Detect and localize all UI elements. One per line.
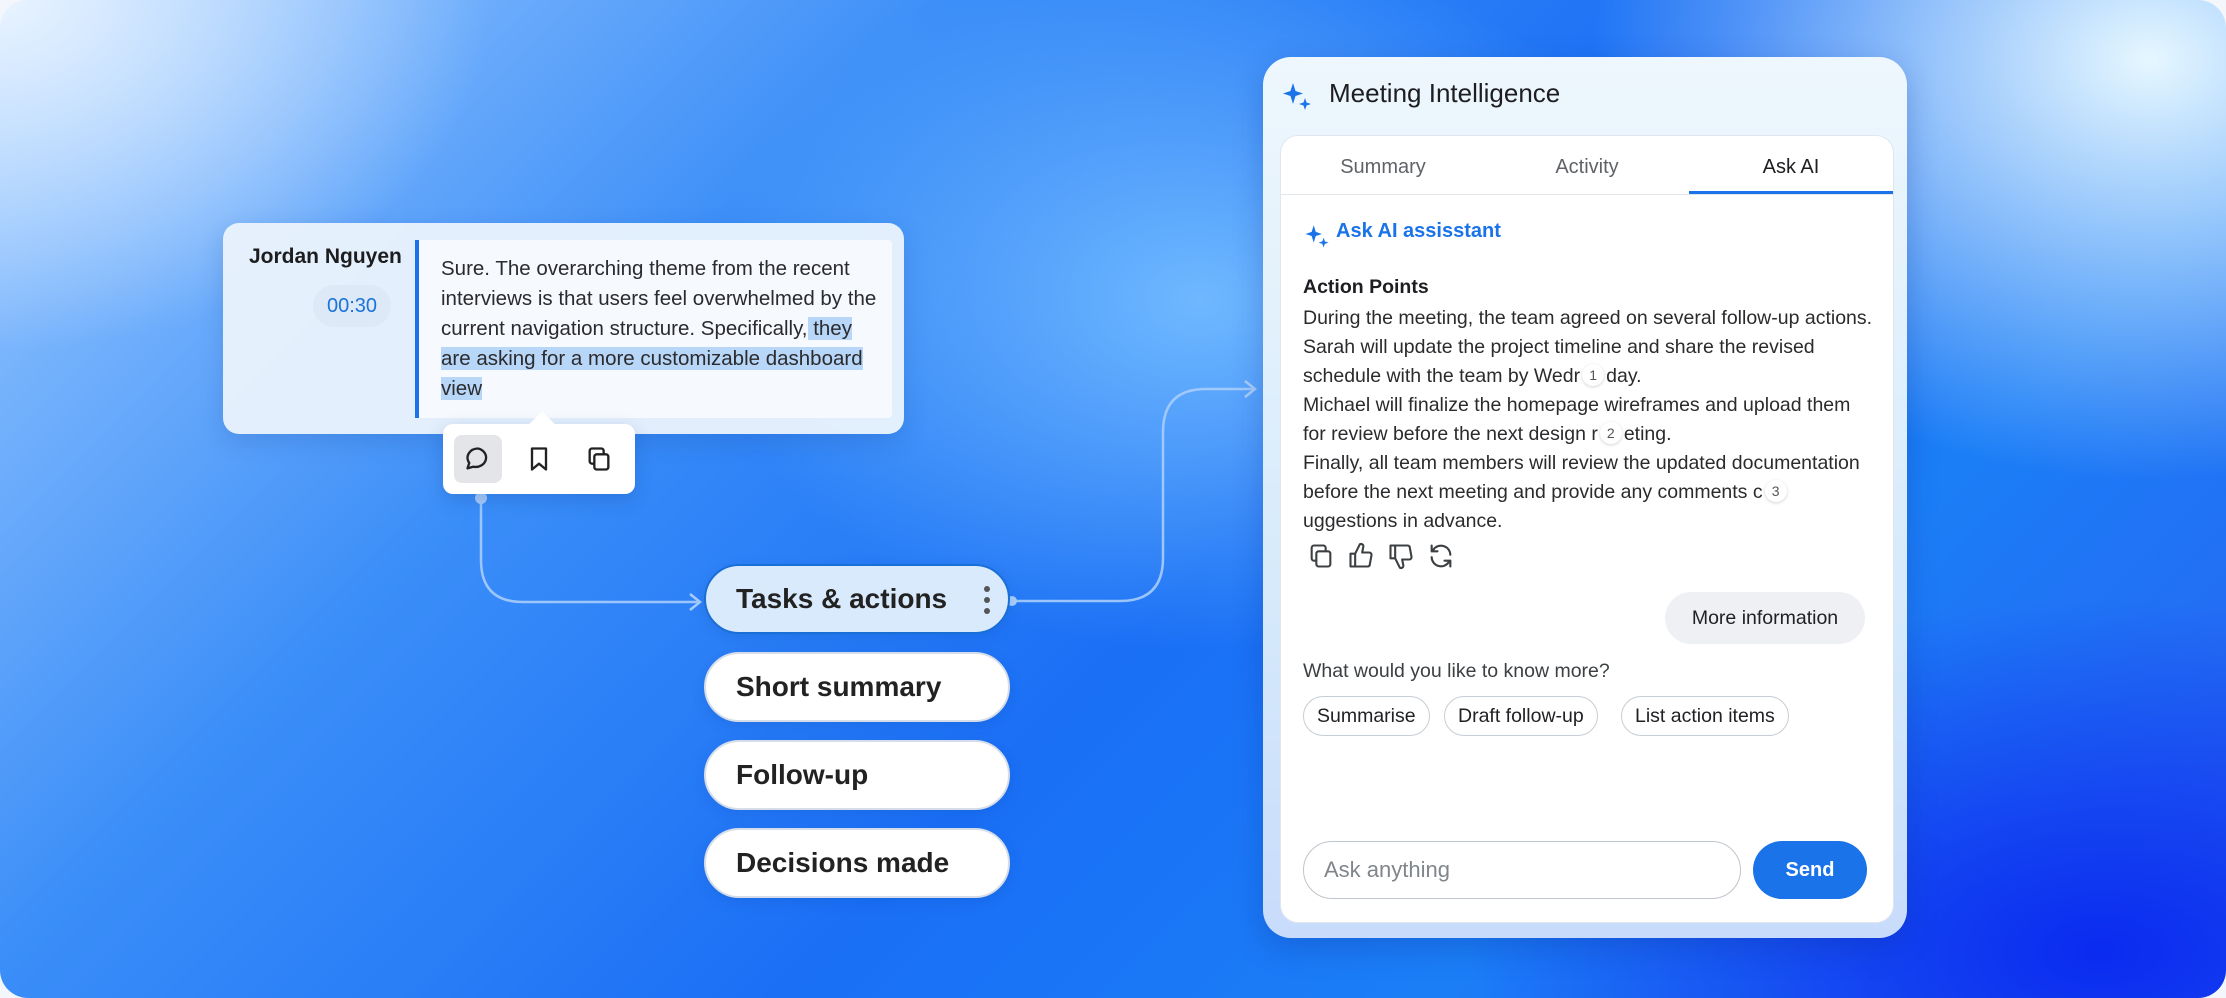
transcript-quote [415,240,892,418]
answer-body [1303,304,1873,536]
selection-toolbar [443,424,635,494]
copy-icon[interactable] [1307,542,1335,570]
sparkle-icon [1280,79,1314,113]
citation-badge[interactable]: 2 [1600,422,1622,444]
tab-bar [1281,136,1893,195]
transcript-text-plain: Sure. The overarching theme from the recent interviews is that users feel overwhelmed by the current navigation structure. Specifically, [441,257,877,340]
thumbs-up-icon[interactable] [1347,542,1375,570]
followup-question: What would you like to know more? [1303,660,1610,682]
speaker-name: Jordan Nguyen [249,245,402,268]
bookmark-button[interactable] [515,435,563,483]
more-options-icon[interactable] [984,586,990,614]
timestamp-badge[interactable]: 00:30 [313,285,391,327]
tab-activity[interactable]: Activity [1555,156,1619,178]
panel-title: Meeting Intelligence [1329,78,1561,108]
meeting-intelligence-panel [1263,57,1907,938]
comment-icon [464,445,492,473]
answer-text: Finally, all team members will review the updated documentation before the next meeting and provide any comments c [1303,452,1860,503]
prompt-pill-label: Decisions made [736,847,950,878]
transcript-text-highlight[interactable]: they are asking for a more customizable dashboard view [441,317,863,400]
chip-summarise[interactable]: Summarise [1303,696,1430,736]
chip-draft-follow-up[interactable]: Draft follow-up [1444,696,1598,736]
prompt-pill-short-summary[interactable] [704,652,1010,722]
answer-text: uggestions in advance. [1303,510,1503,532]
thumbs-down-icon[interactable] [1387,542,1415,570]
tab-summary[interactable]: Summary [1340,156,1426,178]
assistant-label: Ask AI assisstant [1336,220,1501,242]
answer-text: eting. [1623,423,1672,445]
tab-ask-ai[interactable]: Ask AI [1689,136,1893,194]
send-button[interactable]: Send [1753,841,1867,899]
answer-paragraph [1303,391,1873,449]
chip-list-action-items[interactable]: List action items [1621,696,1789,736]
answer-title: Action Points [1303,276,1429,298]
prompt-pill-label: Short summary [736,671,942,702]
answer-text: day. [1606,365,1642,387]
copy-icon [585,445,613,473]
sparkle-icon [1303,222,1331,250]
comment-button[interactable] [454,435,502,483]
bookmark-icon [525,445,553,473]
prompt-pill-follow-up[interactable] [704,740,1010,810]
answer-text: During the meeting, the team agreed on several follow-up actions. Sarah will update the project timeline and share the revised schedule with the team by Wedr [1303,307,1873,387]
answer-paragraph [1303,449,1873,536]
panel-content [1280,135,1894,923]
citation-badge[interactable]: 1 [1582,364,1604,386]
prompt-pill-label: Tasks & actions [736,583,948,614]
regenerate-icon[interactable] [1427,542,1455,570]
prompt-pill-tasks-actions[interactable] [704,564,1010,634]
more-information-button[interactable]: More information [1665,592,1865,644]
transcript-text[interactable] [441,254,881,404]
answer-paragraph [1303,304,1873,391]
ask-input[interactable]: Ask anything [1303,841,1741,899]
prompt-pill-decisions-made[interactable] [704,828,1010,898]
answer-text: Michael will finalize the homepage wireframes and upload them for review before the next design r [1303,394,1851,445]
copy-button[interactable] [575,435,623,483]
citation-badge[interactable]: 3 [1765,480,1787,502]
prompt-pill-label: Follow-up [736,759,869,790]
transcript-card [223,223,904,434]
